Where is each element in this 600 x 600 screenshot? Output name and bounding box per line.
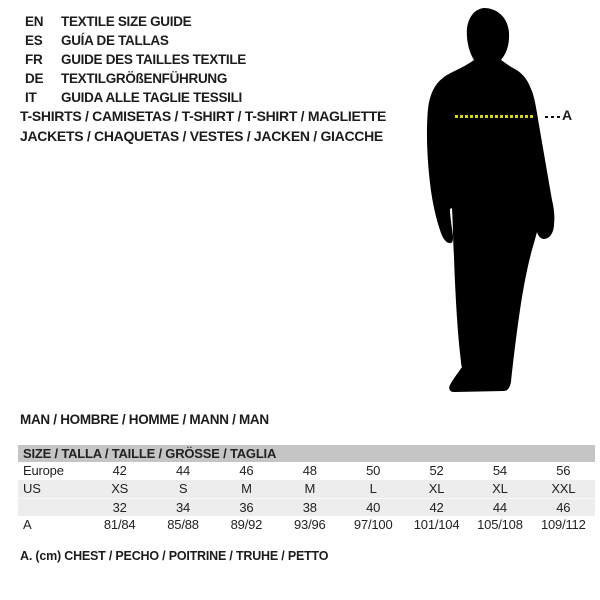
cell: 42 bbox=[112, 463, 127, 478]
chest-measure-dotted-line bbox=[455, 115, 533, 118]
garment-line-tshirts: T-SHIRTS / CAMISETAS / T-SHIRT / T-SHIRT / MAGLIETTE bbox=[20, 108, 387, 124]
table-row-us bbox=[18, 480, 595, 498]
size-table bbox=[18, 445, 595, 534]
cell: 89/92 bbox=[230, 517, 263, 532]
lang-row-en bbox=[25, 12, 246, 31]
lang-row-fr bbox=[25, 50, 246, 69]
cell: S bbox=[178, 481, 188, 496]
cell: M bbox=[241, 481, 252, 496]
cell: XXL bbox=[551, 481, 576, 496]
lang-label: TEXTILE SIZE GUIDE bbox=[61, 14, 192, 29]
cell: 81/84 bbox=[103, 517, 136, 532]
lang-label: TEXTILGRÖßENFÜHRUNG bbox=[61, 71, 228, 86]
cell: 85/88 bbox=[167, 517, 199, 532]
cell: 93/96 bbox=[294, 517, 326, 532]
lang-code: FR bbox=[25, 52, 43, 67]
garment-line-jackets: JACKETS / CHAQUETAS / VESTES / JACKEN / GIACCHE bbox=[20, 128, 383, 144]
cell: L bbox=[369, 481, 377, 496]
cell: 32 bbox=[112, 500, 127, 515]
cell: 34 bbox=[176, 500, 191, 515]
cell: XL bbox=[428, 481, 445, 496]
cell: 36 bbox=[239, 500, 254, 515]
cell: 38 bbox=[302, 500, 317, 515]
cell: 46 bbox=[556, 500, 571, 515]
cell: M bbox=[304, 481, 316, 496]
cell: 52 bbox=[429, 463, 444, 478]
cell: XS bbox=[111, 481, 129, 496]
cell: 109/112 bbox=[540, 517, 586, 532]
cell: 97/100 bbox=[353, 517, 393, 532]
measure-label-a: A bbox=[562, 107, 573, 123]
lang-row-it bbox=[25, 88, 246, 107]
cell: XL bbox=[492, 481, 508, 496]
measure-leader-dashes bbox=[545, 116, 561, 118]
table-row-europe bbox=[18, 462, 595, 480]
cell: 42 bbox=[429, 500, 444, 515]
row-label: Europe bbox=[23, 463, 64, 478]
size-table-header: SIZE / TALLA / TAILLE / GRÖSSE / TAGLIA bbox=[18, 445, 595, 462]
man-silhouette-figure bbox=[425, 5, 565, 395]
lang-code: IT bbox=[25, 90, 37, 105]
lang-code: EN bbox=[25, 14, 44, 29]
lang-label: GUIDE DES TAILLES TEXTILE bbox=[61, 52, 247, 67]
cell: 54 bbox=[492, 463, 507, 478]
row-label: US bbox=[23, 481, 41, 496]
cell: 56 bbox=[556, 463, 571, 478]
cell: 101/104 bbox=[413, 517, 460, 532]
cell: 50 bbox=[366, 463, 381, 478]
lang-row-es bbox=[25, 31, 246, 50]
cell: 105/108 bbox=[477, 517, 523, 532]
cell: 40 bbox=[366, 500, 381, 515]
lang-row-de bbox=[25, 69, 246, 88]
section-title-man: MAN / HOMBRE / HOMME / MANN / MAN bbox=[20, 412, 269, 427]
lang-label: GUIDA ALLE TAGLIE TESSILI bbox=[61, 90, 242, 105]
cell: 48 bbox=[302, 463, 317, 478]
table-row-uk bbox=[18, 498, 595, 516]
lang-code: DE bbox=[25, 71, 44, 86]
cell: 44 bbox=[176, 463, 191, 478]
row-label bbox=[18, 499, 88, 516]
cell: 46 bbox=[239, 463, 254, 478]
row-label: A bbox=[23, 517, 32, 532]
cell: 44 bbox=[492, 500, 507, 515]
lang-code: ES bbox=[25, 33, 43, 48]
garment-categories bbox=[20, 106, 386, 146]
table-row-chest-cm bbox=[18, 516, 595, 534]
footnote-chest-measurement: A. (cm) CHEST / PECHO / POITRINE / TRUHE / PETTO bbox=[20, 549, 329, 563]
language-title-block bbox=[25, 12, 246, 107]
lang-label: GUÍA DE TALLAS bbox=[61, 33, 169, 48]
